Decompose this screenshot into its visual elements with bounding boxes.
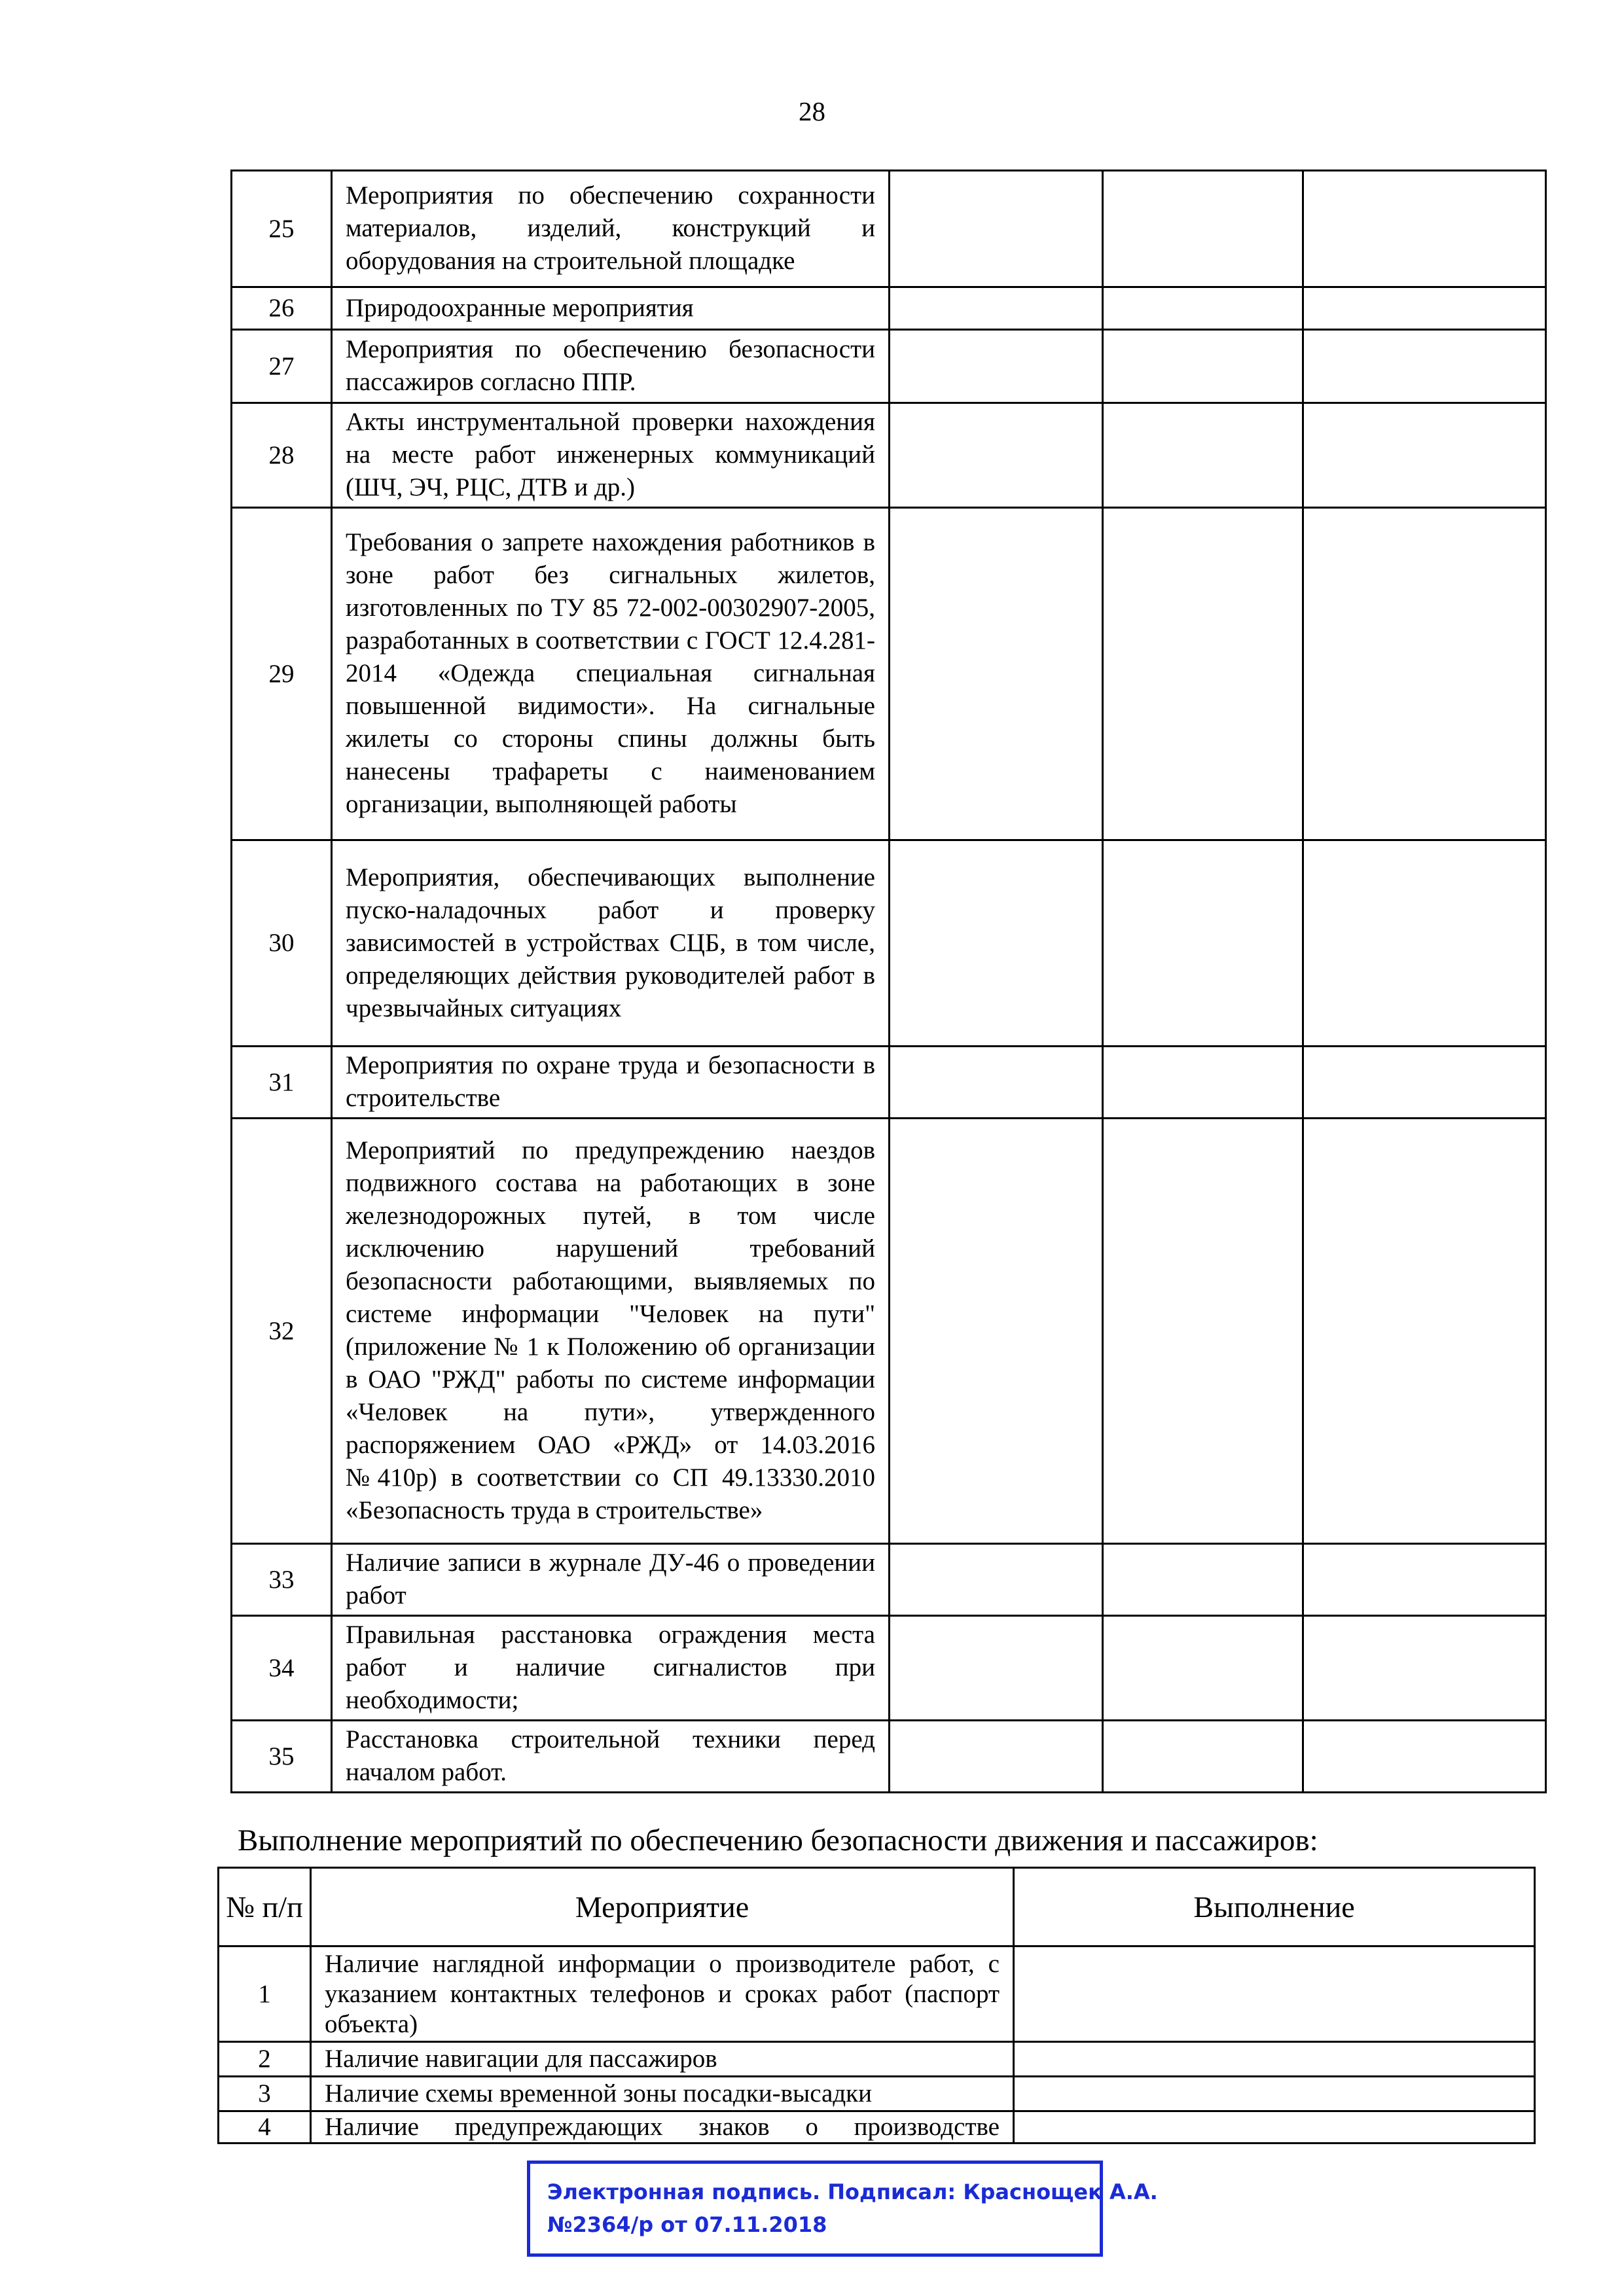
empty-cell <box>1103 330 1303 403</box>
empty-cell <box>890 1047 1103 1119</box>
table-row <box>219 2042 1535 2077</box>
signature-line-1: Электронная подпись. Подписал: Краснощек А.А. <box>547 2179 1158 2204</box>
row-number: 1 <box>219 1946 311 2042</box>
section-title: Выполнение мероприятий по обеспечению безопасности движения и пассажиров: <box>238 1823 1318 1857</box>
column-header-done: Выполнение <box>1014 1868 1535 1946</box>
row-number: 31 <box>232 1047 332 1119</box>
row-text: Наличие схемы временной зоны посадки-высадки <box>311 2077 1014 2111</box>
row-number: 4 <box>219 2111 311 2144</box>
row-text: Акты инструментальной проверки нахождения на месте работ инженерных коммуникаций (ШЧ, ЭЧ, РЦС, ДТВ и др.) <box>332 403 890 508</box>
table-row <box>232 287 1546 330</box>
row-text: Наличие записи в журнале ДУ-46 о проведении работ <box>332 1544 890 1616</box>
row-text: Мероприятия по обеспечению сохранности материалов, изделий, конструкций и оборудования на строительной площадке <box>332 171 890 287</box>
row-number: 27 <box>232 330 332 403</box>
row-number: 34 <box>232 1616 332 1721</box>
row-number: 33 <box>232 1544 332 1616</box>
row-text: Мероприятия по охране труда и безопасности в строительстве <box>332 1047 890 1119</box>
empty-cell <box>890 1544 1103 1616</box>
table-header-row <box>219 1868 1535 1946</box>
empty-cell <box>1303 1119 1546 1544</box>
page-number: 28 <box>799 96 825 126</box>
empty-cell <box>1103 840 1303 1047</box>
row-text: Правильная расстановка ограждения места работ и наличие сигналистов при необходимости; <box>332 1616 890 1721</box>
table-row <box>232 330 1546 403</box>
empty-cell <box>1103 1047 1303 1119</box>
signature-line-2: №2364/р от 07.11.2018 <box>547 2212 827 2237</box>
passenger-safety-table <box>217 1867 1536 2144</box>
empty-cell <box>1103 1119 1303 1544</box>
row-text: Требования о запрете нахождения работников в зоне работ без сигнальных жилетов, изготовленных по ТУ 85 72-002-00302907-2005, разработанных в соответствии с ГОСТ 12.4.281-2014 «Одежда специальная сигнальная повышенной видимости». На сигнальные жилеты со стороны спины должны быть нанесены трафареты с наименованием организации, выполняющей работы <box>332 508 890 840</box>
empty-cell <box>890 1721 1103 1793</box>
empty-cell <box>1103 1544 1303 1616</box>
empty-cell <box>890 840 1103 1047</box>
table-row <box>232 1047 1546 1119</box>
empty-cell <box>890 508 1103 840</box>
row-text: Мероприятия, обеспечивающих выполнение пуско-наладочных работ и проверку зависимостей в устройствах СЦБ, в том числе, определяющих действия руководителей работ в чрезвычайных ситуациях <box>332 840 890 1047</box>
empty-cell <box>1303 1616 1546 1721</box>
row-text: Расстановка строительной техники перед началом работ. <box>332 1721 890 1793</box>
table-row <box>232 171 1546 287</box>
table-row <box>232 840 1546 1047</box>
empty-cell <box>1103 171 1303 287</box>
row-number: 30 <box>232 840 332 1047</box>
table-row <box>219 2077 1535 2111</box>
row-number: 35 <box>232 1721 332 1793</box>
empty-cell <box>1014 2077 1535 2111</box>
empty-cell <box>1303 1047 1546 1119</box>
empty-cell <box>1103 1616 1303 1721</box>
row-text: Мероприятия по обеспечению безопасности пассажиров согласно ППР. <box>332 330 890 403</box>
empty-cell <box>1303 287 1546 330</box>
row-number: 25 <box>232 171 332 287</box>
empty-cell <box>890 171 1103 287</box>
table-row <box>232 1119 1546 1544</box>
empty-cell <box>890 287 1103 330</box>
checklist-table <box>230 170 1547 1793</box>
table-row <box>232 508 1546 840</box>
empty-cell <box>1014 2111 1535 2144</box>
empty-cell <box>1303 840 1546 1047</box>
table-row <box>232 1721 1546 1793</box>
row-number: 2 <box>219 2042 311 2077</box>
row-text: Мероприятий по предупреждению наездов подвижного состава на работающих в зоне железнодорожных путей, в том числе исключению нарушений требований безопасности работающими, выявляемых по системе информации "Человек на пути" (приложение № 1 к Положению об организации в ОАО "РЖД" работы по системе информации «Человек на пути», утвержденного распоряжением ОАО «РЖД» от 14.03.2016 №410р) в соответствии со СП 49.13330.2010 «Безопасность труда в строительстве» <box>332 1119 890 1544</box>
empty-cell <box>1103 287 1303 330</box>
table-row <box>219 2111 1535 2144</box>
empty-cell <box>1303 330 1546 403</box>
empty-cell <box>1303 1544 1546 1616</box>
row-text: Наличие предупреждающих знаков о производстве <box>311 2111 1014 2144</box>
table-row <box>232 1544 1546 1616</box>
empty-cell <box>1303 171 1546 287</box>
row-number: 3 <box>219 2077 311 2111</box>
empty-cell <box>1014 1946 1535 2042</box>
electronic-signature-stamp <box>527 2161 1158 2257</box>
empty-cell <box>1103 403 1303 508</box>
empty-cell <box>1303 1721 1546 1793</box>
empty-cell <box>890 330 1103 403</box>
column-header-event: Мероприятие <box>311 1868 1014 1946</box>
row-number: 28 <box>232 403 332 508</box>
empty-cell <box>1014 2042 1535 2077</box>
row-number: 26 <box>232 287 332 330</box>
empty-cell <box>890 403 1103 508</box>
row-text: Природоохранные мероприятия <box>332 287 890 330</box>
column-header-number: № п/п <box>219 1868 311 1946</box>
row-number: 29 <box>232 508 332 840</box>
empty-cell <box>890 1119 1103 1544</box>
empty-cell <box>890 1616 1103 1721</box>
table-row <box>219 1946 1535 2042</box>
table-row <box>232 1616 1546 1721</box>
empty-cell <box>1103 508 1303 840</box>
row-text: Наличие навигации для пассажиров <box>311 2042 1014 2077</box>
row-number: 32 <box>232 1119 332 1544</box>
empty-cell <box>1303 508 1546 840</box>
row-text: Наличие наглядной информации о производителе работ, с указанием контактных телефонов и сроках работ (паспорт объекта) <box>311 1946 1014 2042</box>
empty-cell <box>1103 1721 1303 1793</box>
empty-cell <box>1303 403 1546 508</box>
table-row <box>232 403 1546 508</box>
